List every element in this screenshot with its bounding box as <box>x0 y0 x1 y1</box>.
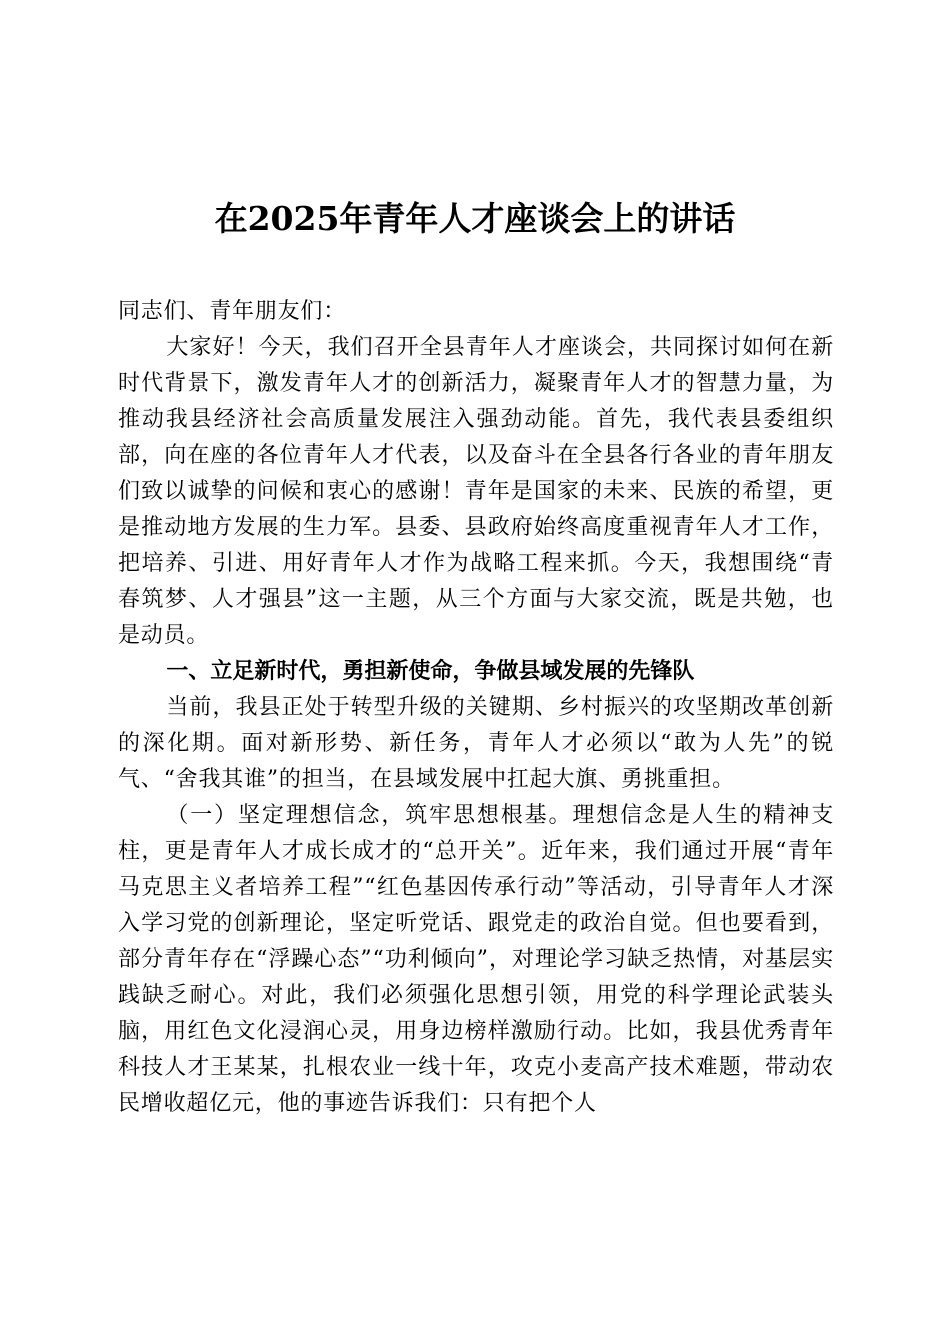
paragraph-subsection-1: （一）坚定理想信念，筑牢思想根基。理想信念是人生的精神支柱，更是青年人才成长成才的“总开关”。近年来，我们通过开展“青年马克思主义者培养工程”“红色基因传承行动”等活动，引导青年人才深入学习党的创新理论，坚定听党话、跟党走的政治自觉。但也要看到，部分青年存在“浮躁心态”“功利倾向”，对理论学习缺乏热情，对基层实践缺乏耐心。对此，我们必须强化思想引领，用党的科学理论武装头脑，用红色文化浸润心灵，用身边榜样激励行动。比如，我县优秀青年科技人才王某某，扎根农业一线十年，攻克小麦高产技术难题，带动农民增收超亿元，他的事迹告诉我们：只有把个人 <box>118 803 834 1116</box>
salutation: 同志们、青年朋友们： <box>118 299 347 324</box>
document-body <box>118 294 834 1122</box>
paragraph-opening: 大家好！今天，我们召开全县青年人才座谈会，共同探讨如何在新时代背景下，激发青年人才的创新活力，凝聚青年人才的智慧力量，为推动我县经济社会高质量发展注入强劲动能。首先，我代表县委组织部，向在座的各位青年人才代表，以及奋斗在全县各行各业的青年朋友们致以诚挚的问候和衷心的感谢！青年是国家的未来、民族的希望，更是推动地方发展的生力军。县委、县政府始终高度重视青年人才工作，把培养、引进、用好青年人才作为战略工程来抓。今天，我想围绕“青春筑梦、人才强县”这一主题，从三个方面与大家交流，既是共勉，也是动员。 <box>118 335 834 648</box>
document-title: 在2025年青年人才座谈会上的讲话 <box>214 199 736 238</box>
section-heading-1: 一、立足新时代，勇担新使命，争做县域发展的先锋队 <box>166 659 695 684</box>
paragraph-section-1-intro: 当前，我县正处于转型升级的关键期、乡村振兴的攻坚期改革创新的深化期。面对新形势、新任务，青年人才必须以“敢为人先”的锐气、“舍我其谁”的担当，在县域发展中扛起大旗、勇挑重担。 <box>118 695 834 792</box>
